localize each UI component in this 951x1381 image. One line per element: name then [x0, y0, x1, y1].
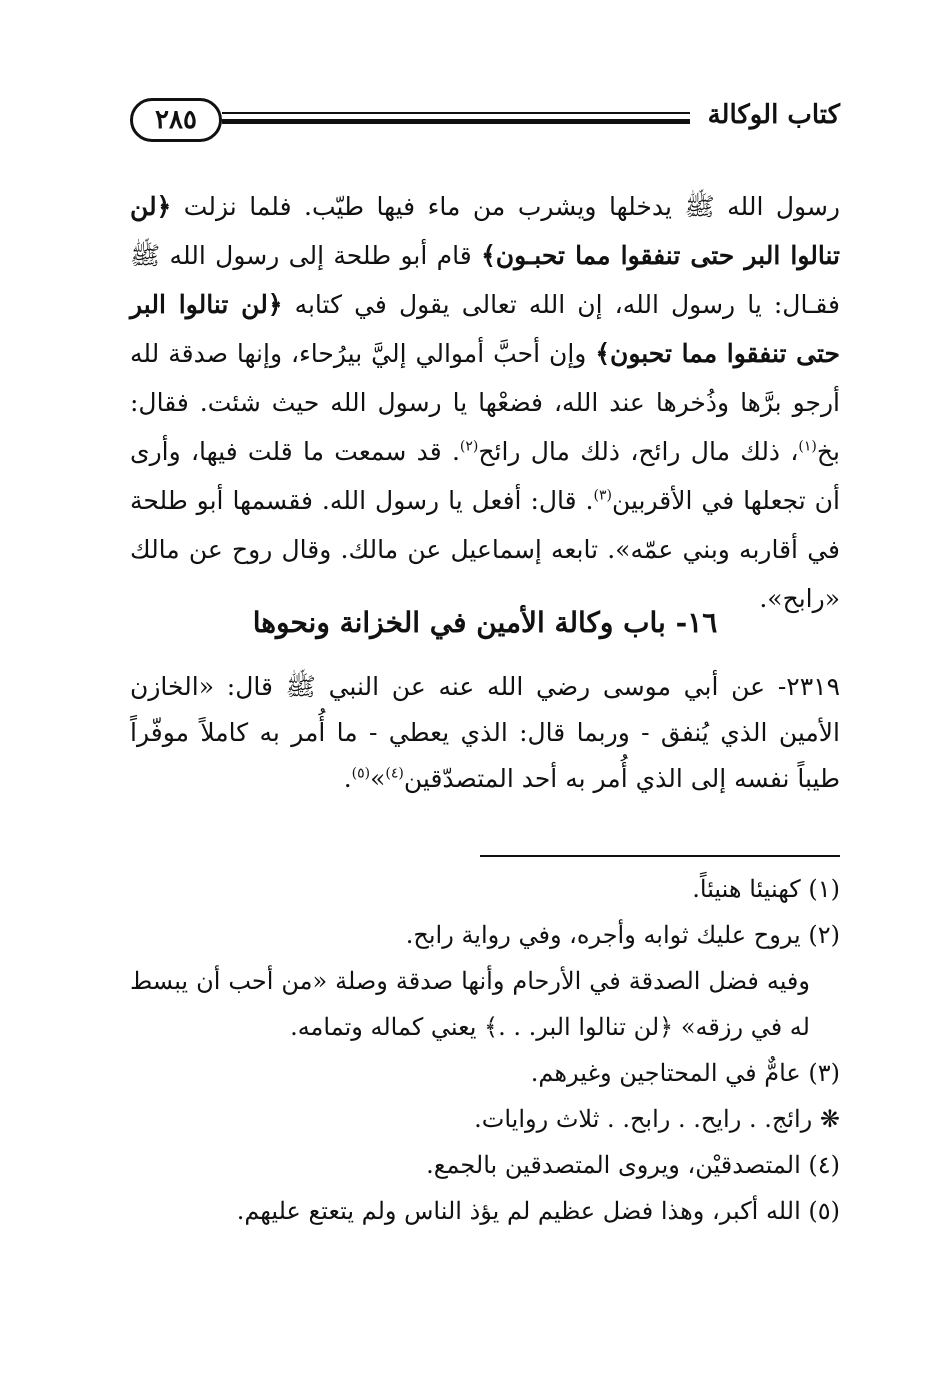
body-text-a: رسول الله ﷺ يدخلها ويشرب من ماء فيها طيّب. فلما نزلت: [171, 192, 840, 221]
footnote-divider: [480, 855, 840, 857]
hadith-paragraph: [130, 664, 840, 802]
quran-quote-1: ﴿لن تنالوا البر حتى تنفقوا مما تحبـون﴾: [130, 192, 840, 270]
body-text-f: . قال: أفعل يا رسول الله. فقسمها أبو طلحة في أقاربه وبني عمّه». تابعه إسماعيل عن مالك. وقال روح عن مالك «رابح».: [130, 486, 840, 613]
footnote-2-continued: وفيه فضل الصدقة في الأرحام وأنها صدقة وصلة «من أحب أن يبسط له في رزقه» ﴿لن تنالوا البر. . .﴾ يعني كماله وتمامه.: [130, 967, 810, 1041]
header-rule: [222, 112, 690, 124]
hadith-text: [130, 664, 840, 802]
book-title: كتاب الوكالة: [707, 100, 840, 130]
body-text: [130, 182, 840, 623]
page-number: ٢٨٥: [130, 98, 222, 142]
footnote-star: ❋ رائج. . رايح. . رابح. . ثلاث روايات.: [474, 1105, 840, 1133]
hadith-text-a: ٢٣١٩- عن أبي موسى رضي الله عنه عن النبي ﷺ قال: «الخازن الأمين الذي يُنفق - وربما قال: الذي يعطي - ما أُمر به كاملاً موفّراً طيباً نفسه إلى الذي أُمر به أحد المتصدّقين: [130, 672, 840, 793]
footnote-ref-5: (٥): [351, 765, 371, 782]
footnote-4: (٤) المتصدقيْن، ويروى المتصدقين بالجمع.: [426, 1151, 840, 1179]
footnote-3: (٣) عامٌّ في المحتاجين وغيرهم.: [530, 1059, 840, 1087]
page-header: [130, 90, 840, 160]
footnote-2: (٢) يروح عليك ثوابه وأجره، وفي رواية رابح.: [405, 921, 840, 949]
footnote-ref-1: (١): [798, 438, 817, 455]
footnote-ref-4: (٤): [385, 765, 404, 782]
body-text-d: ، ذلك مال رائح، ذلك مال رائح: [478, 437, 799, 466]
body-paragraph: [130, 182, 840, 623]
quran-quote-2: ﴿لن تنالوا البر حتى تنفقوا مما تحبون﴾: [130, 290, 840, 368]
section-heading: ١٦- باب وكالة الأمين في الخزانة ونحوها: [252, 606, 718, 639]
body-text-e: . قد سمعت ما قلت فيها، وأرى أن تجعلها في الأقربين: [130, 437, 840, 515]
footnote-1: (١) كهنيئا هنيئاً.: [692, 875, 840, 903]
body-text-c: وإن أحبَّ أموالي إليَّ بيرُحاء، وإنها صدقة لله أرجو برَّها وذُخرها عند الله، فضعْها يا رسول الله حيث شئت. فقال: بخ: [130, 339, 840, 466]
body-text-b: قام أبو طلحة إلى رسول الله ﷺ فقـال: يا رسول الله، إن الله تعالى يقول في كتابه: [130, 241, 840, 319]
footnote-5: (٥) الله أكبر، وهذا فضل عظيم لم يؤذ الناس ولم يتعتع عليهم.: [236, 1197, 840, 1225]
hadith-text-b: »: [370, 764, 386, 793]
hadith-text-c: .: [343, 764, 352, 793]
footnote-ref-3: (٣): [593, 487, 612, 504]
footnote-ref-2: (٢): [459, 438, 479, 455]
footnotes: [130, 866, 840, 1234]
